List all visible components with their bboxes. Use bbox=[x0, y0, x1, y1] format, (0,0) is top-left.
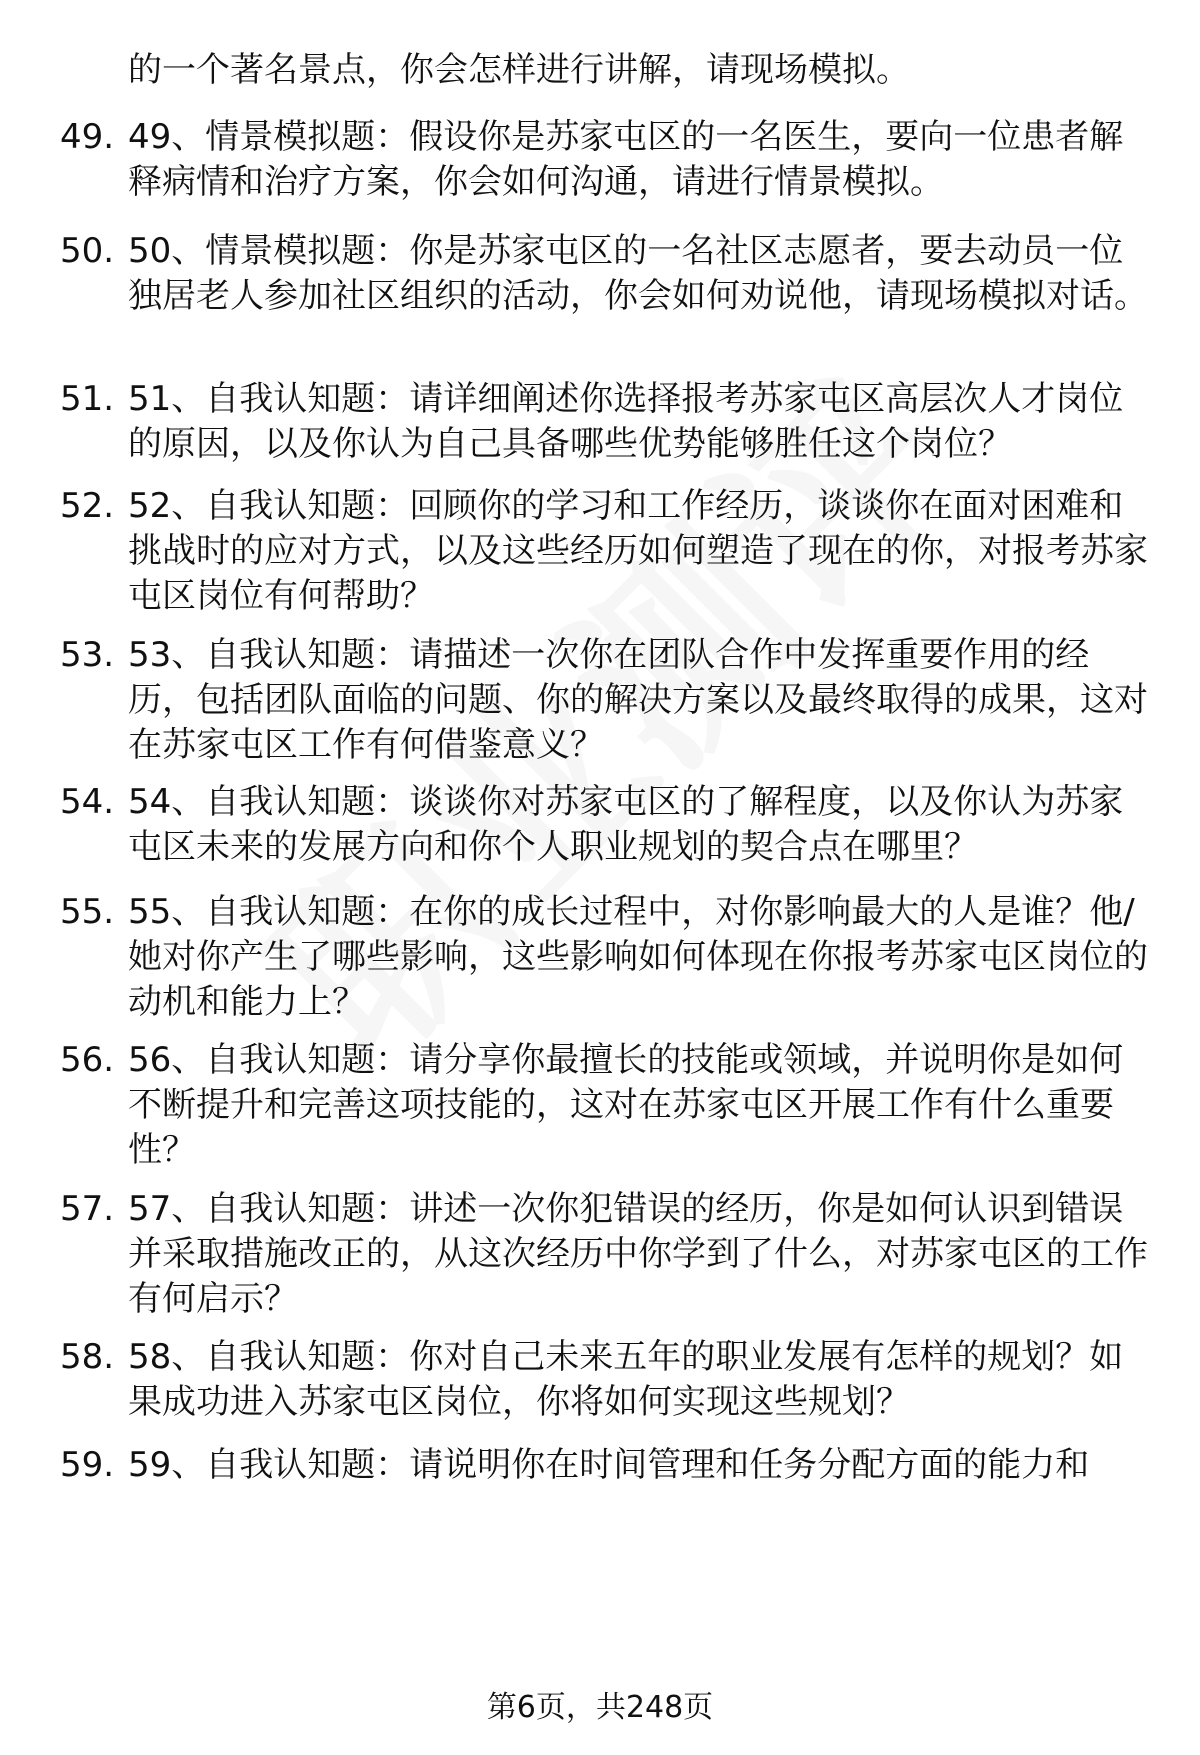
page-footer: 第6页，共248页 bbox=[486, 1690, 714, 1725]
continuation-text: 的一个著名景点，你会怎样进行讲解，请现场模拟。 bbox=[128, 50, 910, 90]
list-item-number: 59. bbox=[60, 1445, 115, 1485]
list-item-text: 52、自我认知题：回顾你的学习和工作经历，谈谈你在面对困难和挑战时的应对方式，以及这些经历如何塑造了现在的你，对报考苏家屯区岗位有何帮助？ bbox=[128, 486, 1148, 616]
list-item-58 bbox=[60, 1335, 1150, 1425]
list-item-53 bbox=[60, 633, 1150, 768]
list-item-text: 59、自我认知题：请说明你在时间管理和任务分配方面的能力和 bbox=[128, 1445, 1090, 1485]
list-item-text: 54、自我认知题：谈谈你对苏家屯区的了解程度，以及你认为苏家屯区未来的发展方向和你个人职业规划的契合点在哪里？ bbox=[128, 782, 1124, 867]
list-item-text: 53、自我认知题：请描述一次你在团队合作中发挥重要作用的经历，包括团队面临的问题、你的解决方案以及最终取得的成果，这对在苏家屯区工作有何借鉴意义？ bbox=[128, 635, 1148, 765]
list-item-57 bbox=[60, 1187, 1150, 1322]
list-item-text: 50、情景模拟题：你是苏家屯区的一名社区志愿者，要去动员一位独居老人参加社区组织的活动，你会如何劝说他，请现场模拟对话。 bbox=[128, 231, 1148, 316]
list-item-55 bbox=[60, 890, 1150, 1025]
list-item-number: 56. bbox=[60, 1040, 115, 1080]
list-item-text: 49、情景模拟题：假设你是苏家屯区的一名医生，要向一位患者解释病情和治疗方案，你会如何沟通，请进行情景模拟。 bbox=[128, 117, 1124, 202]
list-item-number: 52. bbox=[60, 486, 115, 526]
list-item-54 bbox=[60, 780, 1150, 870]
list-item-52 bbox=[60, 484, 1150, 619]
list-item-number: 51. bbox=[60, 379, 115, 419]
list-item-number: 55. bbox=[60, 892, 115, 932]
list-item-number: 57. bbox=[60, 1189, 115, 1229]
list-item-49 bbox=[60, 115, 1150, 205]
continuation-paragraph bbox=[60, 48, 1150, 93]
list-item-50 bbox=[60, 229, 1150, 319]
list-item-text: 56、自我认知题：请分享你最擅长的技能或领域，并说明你是如何不断提升和完善这项技能的，这对在苏家屯区开展工作有什么重要性？ bbox=[128, 1040, 1124, 1170]
list-item-51 bbox=[60, 377, 1150, 467]
list-item-text: 58、自我认知题：你对自己未来五年的职业发展有怎样的规划？如果成功进入苏家屯区岗位，你将如何实现这些规划？ bbox=[128, 1337, 1124, 1422]
list-item-number: 54. bbox=[60, 782, 115, 822]
list-item-text: 55、自我认知题：在你的成长过程中，对你影响最大的人是谁？他/她对你产生了哪些影响，这些影响如何体现在你报考苏家屯区岗位的动机和能力上？ bbox=[128, 892, 1148, 1022]
list-item-56 bbox=[60, 1038, 1150, 1173]
list-item-59 bbox=[60, 1443, 1150, 1488]
list-item-number: 58. bbox=[60, 1337, 115, 1377]
list-item-number: 50. bbox=[60, 231, 115, 271]
list-item-text: 51、自我认知题：请详细阐述你选择报考苏家屯区高层次人才岗位的原因，以及你认为自己具备哪些优势能够胜任这个岗位？ bbox=[128, 379, 1124, 464]
list-item-number: 53. bbox=[60, 635, 115, 675]
list-item-number: 49. bbox=[60, 117, 115, 157]
list-item-text: 57、自我认知题：讲述一次你犯错误的经历，你是如何认识到错误并采取措施改正的，从这次经历中你学到了什么，对苏家屯区的工作有何启示？ bbox=[128, 1189, 1148, 1319]
